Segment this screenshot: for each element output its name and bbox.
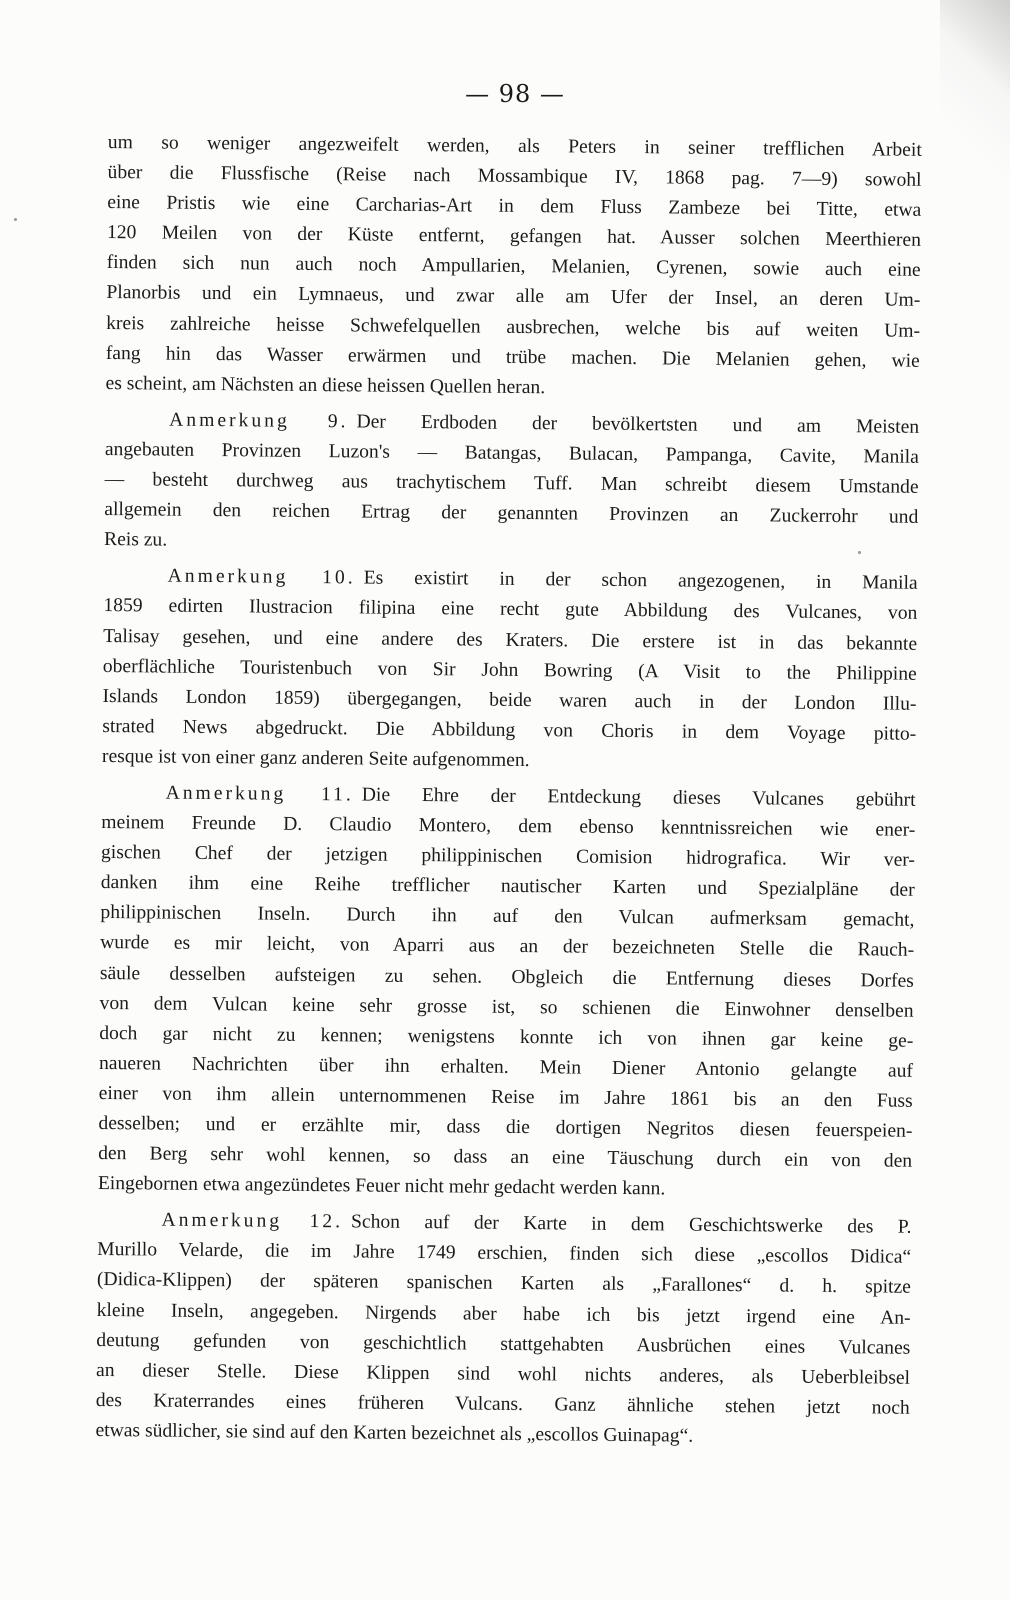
text-line: doch gar nicht zu kennen; wenigstens konnte ich von ihnen gar keine ge- xyxy=(99,1022,914,1052)
text-line: wurde es mir leicht, von Aparri aus an der bezeichneten Stelle die Rauch- xyxy=(100,932,915,962)
text-line: gischen Chef der jetzigen philippinischen Comision hidrografica. Wir ver- xyxy=(100,842,916,871)
text-line: Talisay gesehen, und eine andere des Kraters. Die erstere ist in das bekannte xyxy=(103,625,918,655)
text-line: eine Pristis wie eine Carcharias-Art in dem Fluss Zambeze bei Titte, etwa xyxy=(107,192,922,221)
text-line: einer von ihm allein unternommenen Reise im Jahre 1861 bis an den Fuss xyxy=(98,1082,913,1112)
body-text xyxy=(95,128,922,1454)
text-line: — besteht durchweg aus trachytischem Tuff. Man schreibt diesem Umstande xyxy=(104,469,919,498)
text-line: desselben; und er erzählte mir, dass die dortigen Negritos diesen feuerspeien- xyxy=(98,1112,913,1142)
text-line: den Berg sehr wohl kennen, so dass an eine Täuschung durch ein von den xyxy=(98,1143,913,1172)
note-label: Anmerkung 12. xyxy=(161,1209,344,1233)
note-anm12 xyxy=(95,1205,911,1454)
note-label: Anmerkung 11. xyxy=(165,782,354,806)
text-line: Reis zu. xyxy=(103,529,168,551)
text-line: es scheint, am Nächsten an diese heissen Quellen heran. xyxy=(105,372,546,398)
note-anm11 xyxy=(98,778,916,1207)
text-line: Islands London 1859) übergegangen, beide waren auch in der London Illu- xyxy=(102,685,917,715)
text-line: Murillo Velarde, die im Jahre 1749 erschien, finden sich diese „escollos Didica“ xyxy=(97,1239,912,1269)
scan-speck xyxy=(14,218,17,221)
paragraph-continuation xyxy=(105,128,922,407)
page-number: — 98 — xyxy=(465,80,565,108)
text-line-content: Der Erdboden der bevölkertsten und am Meisten xyxy=(356,411,920,438)
text-line: kleine Inseln, angegeben. Nirgends aber habe ich bis jetzt irgend eine An- xyxy=(96,1299,911,1329)
text-line: 120 Meilen von der Küste entfernt, gefangen hat. Ausser solchen Meerthieren xyxy=(106,222,922,252)
text-line: allgemein den reichen Ertrag der genannten Provinzen an Zuckerrohr und xyxy=(104,499,919,528)
text-line: 1859 edirten Ilustracion filipina eine recht gute Abbildung des Vulcanes, von xyxy=(103,595,918,625)
text-line-content: Die Ehre der Entdeckung dieses Vulcanes gebührt xyxy=(361,784,916,811)
note-anm9 xyxy=(104,405,919,563)
text-line: strated News abgedruckt. Die Abbildung von Choris in dem Voyage pitto- xyxy=(102,715,917,745)
text-line: meinem Freunde D. Claudio Montero, dem ebenso kenntnissreichen wie ener- xyxy=(101,812,916,841)
text-line: naueren Nachrichten über ihn erhalten. Mein Diener Antonio gelangte auf xyxy=(98,1052,914,1082)
text-line: an dieser Stelle. Diese Klippen sind wohl nichts anderes, als Ueberbleibsel xyxy=(95,1359,911,1389)
text-line: fang hin das Wasser erwärmen und trübe machen. Die Melanien gehen, wie xyxy=(105,342,920,372)
text-line: von dem Vulcan keine sehr grosse ist, so schienen die Einwohner denselben xyxy=(99,992,914,1022)
text-line: (Didica-Klippen) der späteren spanischen Karten als „Farallones“ d. h. spitze xyxy=(96,1269,912,1299)
text-line: oberflächliche Touristenbuch von Sir John Bowring (A Visit to the Philippine xyxy=(102,655,917,685)
text-line: um so weniger angezweifelt werden, als Peters in seiner trefflichen Arbeit xyxy=(107,131,922,161)
note-anm10 xyxy=(102,561,918,779)
text-line: säule desselben aufsteigen zu sehen. Obgleich die Entfernung dieses Dorfes xyxy=(99,962,914,992)
text-line: über die Flussfische (Reise nach Mossambique IV, 1868 pag. 7—9) sowohl xyxy=(107,162,922,191)
text-line: des Kraterrandes eines früheren Vulcans. Ganz ähnliche stehen jetzt noch xyxy=(95,1389,910,1419)
text-line: deutung gefunden von geschichtlich stattgehabten Ausbrüchen eines Vulcanes xyxy=(96,1329,911,1359)
note-label: Anmerkung 10. xyxy=(167,565,356,589)
text-line-content: Es existirt in der schon angezogenen, in Manila xyxy=(363,567,918,595)
text-line-content: Schon auf der Karte in dem Geschichtswerke des P. xyxy=(350,1211,912,1239)
text-line: angebauten Provinzen Luzon's — Batangas, Bulacan, Pampanga, Cavite, Manila xyxy=(104,438,919,468)
text-line: resque ist von einer ganz anderen Seite aufgenommen. xyxy=(101,745,530,771)
text-line: Eingebornen etwa angezündetes Feuer nicht mehr gedacht werden kann. xyxy=(97,1173,666,1200)
text-line: philippinischen Inseln. Durch ihn auf den Vulcan aufmerksam gemacht, xyxy=(100,902,915,932)
text-line: danken ihm eine Reihe trefflicher nautischer Karten und Spezialpläne der xyxy=(100,872,915,902)
text-line: kreis zahlreiche heisse Schwefelquellen ausbrechen, welche bis auf weiten Um- xyxy=(106,312,921,342)
page-edge-shadow xyxy=(940,0,1010,180)
note-label: Anmerkung 9. xyxy=(169,409,349,433)
text-line: finden sich nun auch noch Ampullarien, Melanien, Cyrenen, sowie auch eine xyxy=(106,252,921,282)
text-line: Planorbis und ein Lymnaeus, und zwar alle am Ufer der Insel, an deren Um- xyxy=(106,282,921,312)
text-line: etwas südlicher, sie sind auf den Karten bezeichnet als „escollos Guinapag“. xyxy=(95,1419,694,1447)
